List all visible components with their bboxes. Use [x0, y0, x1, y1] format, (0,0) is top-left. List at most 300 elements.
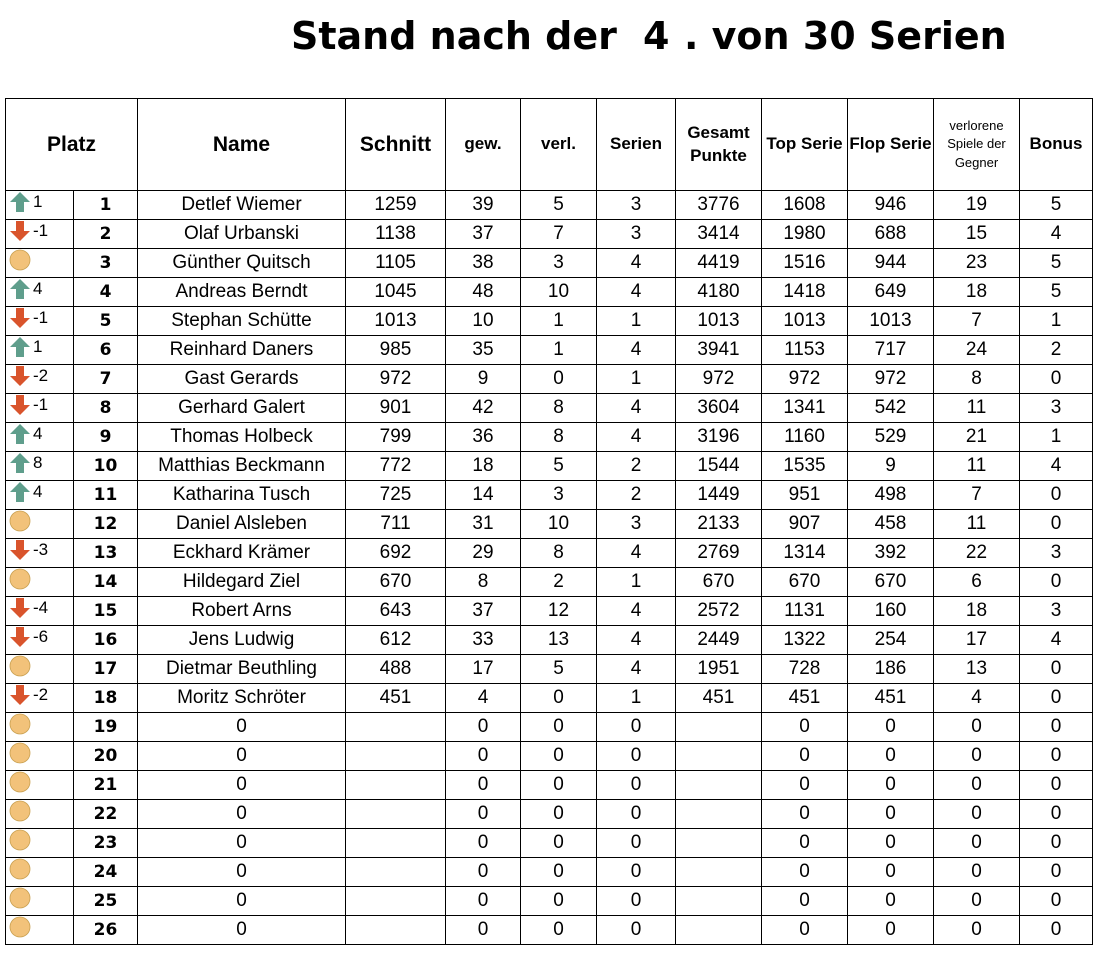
- serien-cell: 1: [597, 307, 676, 336]
- trend-cell: [6, 423, 74, 452]
- top-cell: 1535: [762, 452, 848, 481]
- gew-cell: 0: [446, 887, 521, 916]
- bonus-cell: 3: [1020, 597, 1093, 626]
- top-cell: 728: [762, 655, 848, 684]
- trend-cell: [6, 394, 74, 423]
- rank-change: -6: [33, 627, 49, 646]
- gew-cell: 42: [446, 394, 521, 423]
- gew-cell: 33: [446, 626, 521, 655]
- rank-cell: 18: [74, 684, 138, 713]
- schnitt-cell: [346, 713, 446, 742]
- bonus-cell: 0: [1020, 829, 1093, 858]
- name-cell: Olaf Urbanski: [138, 220, 346, 249]
- name-cell: Detlef Wiemer: [138, 191, 346, 220]
- verlorene-cell: 18: [934, 278, 1020, 307]
- bonus-cell: 1: [1020, 307, 1093, 336]
- rank-cell: 3: [74, 249, 138, 278]
- standings-body: [6, 191, 1093, 945]
- verl-cell: 0: [521, 684, 597, 713]
- serien-cell: 4: [597, 655, 676, 684]
- verlorene-cell: 11: [934, 510, 1020, 539]
- gew-cell: 0: [446, 916, 521, 945]
- flop-cell: 458: [848, 510, 934, 539]
- serien-cell: 0: [597, 887, 676, 916]
- table-row: [6, 597, 1093, 626]
- unchanged-circle-icon: [9, 510, 31, 532]
- trend-cell: [6, 452, 74, 481]
- arrow-up-icon: [9, 278, 31, 300]
- table-row: [6, 539, 1093, 568]
- table-row: [6, 771, 1093, 800]
- verlorene-cell: 0: [934, 771, 1020, 800]
- rank-cell: 12: [74, 510, 138, 539]
- flop-cell: 254: [848, 626, 934, 655]
- verl-cell: 0: [521, 742, 597, 771]
- verl-cell: 8: [521, 394, 597, 423]
- unchanged-circle-icon: [9, 800, 31, 822]
- rank-cell: 8: [74, 394, 138, 423]
- flop-cell: 9: [848, 452, 934, 481]
- bonus-cell: 0: [1020, 481, 1093, 510]
- verlorene-cell: 7: [934, 307, 1020, 336]
- gesamt-cell: 1013: [676, 307, 762, 336]
- flop-cell: 498: [848, 481, 934, 510]
- rank-cell: 24: [74, 858, 138, 887]
- verlorene-cell: 8: [934, 365, 1020, 394]
- rank-cell: 5: [74, 307, 138, 336]
- unchanged-circle-icon: [9, 742, 31, 764]
- table-row: [6, 800, 1093, 829]
- gew-cell: 39: [446, 191, 521, 220]
- flop-cell: 529: [848, 423, 934, 452]
- verl-cell: 12: [521, 597, 597, 626]
- title-series-number: 4: [643, 14, 670, 58]
- verlorene-cell: 23: [934, 249, 1020, 278]
- gesamt-cell: 3414: [676, 220, 762, 249]
- bonus-cell: 5: [1020, 249, 1093, 278]
- serien-cell: 0: [597, 858, 676, 887]
- verlorene-cell: 0: [934, 887, 1020, 916]
- gew-cell: 10: [446, 307, 521, 336]
- table-row: [6, 278, 1093, 307]
- trend-cell: [6, 481, 74, 510]
- serien-cell: 4: [597, 394, 676, 423]
- bonus-cell: 0: [1020, 713, 1093, 742]
- rank-cell: 13: [74, 539, 138, 568]
- name-cell: Robert Arns: [138, 597, 346, 626]
- serien-cell: 3: [597, 220, 676, 249]
- gesamt-cell: 3941: [676, 336, 762, 365]
- verlorene-cell: 11: [934, 394, 1020, 423]
- verlorene-cell: 19: [934, 191, 1020, 220]
- verlorene-cell: 0: [934, 713, 1020, 742]
- schnitt-cell: 901: [346, 394, 446, 423]
- flop-cell: 670: [848, 568, 934, 597]
- schnitt-cell: 711: [346, 510, 446, 539]
- table-row: [6, 365, 1093, 394]
- gew-cell: 0: [446, 858, 521, 887]
- schnitt-cell: 670: [346, 568, 446, 597]
- rank-change: -3: [33, 540, 49, 559]
- table-row: [6, 249, 1093, 278]
- trend-cell: [6, 742, 74, 771]
- rank-change: -2: [33, 366, 49, 385]
- gesamt-cell: 2133: [676, 510, 762, 539]
- rank-cell: 19: [74, 713, 138, 742]
- gesamt-cell: 4419: [676, 249, 762, 278]
- name-cell: Gast Gerards: [138, 365, 346, 394]
- top-cell: 1980: [762, 220, 848, 249]
- gesamt-cell: [676, 887, 762, 916]
- top-cell: 1418: [762, 278, 848, 307]
- arrow-down-icon: [9, 394, 31, 416]
- arrow-up-icon: [9, 423, 31, 445]
- gesamt-cell: 972: [676, 365, 762, 394]
- verlorene-cell: 0: [934, 916, 1020, 945]
- rank-change: -1: [33, 395, 49, 414]
- top-cell: 0: [762, 742, 848, 771]
- verlorene-cell: 11: [934, 452, 1020, 481]
- bonus-cell: 3: [1020, 394, 1093, 423]
- verlorene-cell: 7: [934, 481, 1020, 510]
- header-serien: Serien: [597, 99, 676, 191]
- verl-cell: 0: [521, 829, 597, 858]
- arrow-down-icon: [9, 539, 31, 561]
- name-cell: Gerhard Galert: [138, 394, 346, 423]
- gew-cell: 0: [446, 771, 521, 800]
- top-cell: 670: [762, 568, 848, 597]
- table-row: [6, 916, 1093, 945]
- bonus-cell: 0: [1020, 510, 1093, 539]
- top-cell: 0: [762, 800, 848, 829]
- header-bonus: Bonus: [1020, 99, 1093, 191]
- gew-cell: 35: [446, 336, 521, 365]
- table-row: [6, 307, 1093, 336]
- schnitt-cell: 799: [346, 423, 446, 452]
- rank-change: 4: [33, 279, 43, 298]
- name-cell: Andreas Berndt: [138, 278, 346, 307]
- unchanged-circle-icon: [9, 655, 31, 677]
- flop-cell: 972: [848, 365, 934, 394]
- trend-cell: [6, 510, 74, 539]
- flop-cell: 160: [848, 597, 934, 626]
- schnitt-cell: [346, 916, 446, 945]
- flop-cell: 0: [848, 713, 934, 742]
- gesamt-cell: [676, 858, 762, 887]
- flop-cell: 0: [848, 887, 934, 916]
- gesamt-cell: 1951: [676, 655, 762, 684]
- rank-change: 1: [33, 192, 43, 211]
- name-cell: Katharina Tusch: [138, 481, 346, 510]
- serien-cell: 4: [597, 278, 676, 307]
- top-cell: 951: [762, 481, 848, 510]
- flop-cell: 944: [848, 249, 934, 278]
- serien-cell: 3: [597, 191, 676, 220]
- rank-cell: 21: [74, 771, 138, 800]
- trend-cell: [6, 336, 74, 365]
- flop-cell: 392: [848, 539, 934, 568]
- trend-cell: [6, 365, 74, 394]
- serien-cell: 4: [597, 249, 676, 278]
- top-cell: 1160: [762, 423, 848, 452]
- name-cell: Daniel Alsleben: [138, 510, 346, 539]
- bonus-cell: 5: [1020, 278, 1093, 307]
- bonus-cell: 0: [1020, 916, 1093, 945]
- gesamt-cell: 4180: [676, 278, 762, 307]
- trend-cell: [6, 800, 74, 829]
- top-cell: 1153: [762, 336, 848, 365]
- schnitt-cell: [346, 742, 446, 771]
- standings-table: [5, 98, 1093, 945]
- serien-cell: 0: [597, 713, 676, 742]
- gew-cell: 38: [446, 249, 521, 278]
- unchanged-circle-icon: [9, 713, 31, 735]
- verl-cell: 3: [521, 249, 597, 278]
- bonus-cell: 4: [1020, 220, 1093, 249]
- arrow-down-icon: [9, 365, 31, 387]
- header-schnitt: Schnitt: [346, 99, 446, 191]
- name-cell: Stephan Schütte: [138, 307, 346, 336]
- name-cell: 0: [138, 858, 346, 887]
- gesamt-cell: [676, 916, 762, 945]
- flop-cell: 0: [848, 829, 934, 858]
- arrow-up-icon: [9, 481, 31, 503]
- table-row: [6, 858, 1093, 887]
- gew-cell: 8: [446, 568, 521, 597]
- table-row: [6, 684, 1093, 713]
- arrow-down-icon: [9, 626, 31, 648]
- header-flop-serie: Flop Serie: [848, 99, 934, 191]
- gew-cell: 9: [446, 365, 521, 394]
- title-prefix: Stand nach der: [291, 14, 617, 58]
- schnitt-cell: 1259: [346, 191, 446, 220]
- gew-cell: 4: [446, 684, 521, 713]
- rank-change: 4: [33, 424, 43, 443]
- header-verlorene-spiele: verlorene Spiele der Gegner: [934, 99, 1020, 191]
- top-cell: 1314: [762, 539, 848, 568]
- serien-cell: 4: [597, 539, 676, 568]
- verlorene-cell: 24: [934, 336, 1020, 365]
- top-cell: 1322: [762, 626, 848, 655]
- gesamt-cell: 1449: [676, 481, 762, 510]
- schnitt-cell: 985: [346, 336, 446, 365]
- gesamt-cell: 451: [676, 684, 762, 713]
- verl-cell: 13: [521, 626, 597, 655]
- table-row: [6, 452, 1093, 481]
- gesamt-cell: [676, 829, 762, 858]
- rank-change: 1: [33, 337, 43, 356]
- top-cell: 451: [762, 684, 848, 713]
- header-gesamt-punkte: Gesamt Punkte: [676, 99, 762, 191]
- name-cell: Dietmar Beuthling: [138, 655, 346, 684]
- schnitt-cell: 1013: [346, 307, 446, 336]
- table-row: [6, 423, 1093, 452]
- name-cell: 0: [138, 713, 346, 742]
- verl-cell: 2: [521, 568, 597, 597]
- gesamt-cell: [676, 771, 762, 800]
- serien-cell: 0: [597, 916, 676, 945]
- flop-cell: 0: [848, 800, 934, 829]
- gew-cell: 37: [446, 597, 521, 626]
- verlorene-cell: 0: [934, 858, 1020, 887]
- verl-cell: 8: [521, 539, 597, 568]
- verl-cell: 0: [521, 858, 597, 887]
- serien-cell: 4: [597, 423, 676, 452]
- schnitt-cell: [346, 800, 446, 829]
- rank-cell: 10: [74, 452, 138, 481]
- verlorene-cell: 6: [934, 568, 1020, 597]
- schnitt-cell: 451: [346, 684, 446, 713]
- arrow-up-icon: [9, 336, 31, 358]
- gew-cell: 18: [446, 452, 521, 481]
- gew-cell: 0: [446, 829, 521, 858]
- rank-cell: 20: [74, 742, 138, 771]
- trend-cell: [6, 858, 74, 887]
- trend-cell: [6, 568, 74, 597]
- name-cell: 0: [138, 742, 346, 771]
- bonus-cell: 0: [1020, 365, 1093, 394]
- serien-cell: 3: [597, 510, 676, 539]
- serien-cell: 0: [597, 800, 676, 829]
- unchanged-circle-icon: [9, 887, 31, 909]
- verlorene-cell: 15: [934, 220, 1020, 249]
- table-row: [6, 481, 1093, 510]
- verl-cell: 0: [521, 771, 597, 800]
- top-cell: 0: [762, 713, 848, 742]
- rank-change: 8: [33, 453, 43, 472]
- header-verl: verl.: [521, 99, 597, 191]
- gesamt-cell: 3604: [676, 394, 762, 423]
- verl-cell: 0: [521, 887, 597, 916]
- table-row: [6, 626, 1093, 655]
- schnitt-cell: [346, 887, 446, 916]
- verlorene-cell: 13: [934, 655, 1020, 684]
- top-cell: 1341: [762, 394, 848, 423]
- rank-cell: 23: [74, 829, 138, 858]
- table-row: [6, 336, 1093, 365]
- serien-cell: 1: [597, 684, 676, 713]
- flop-cell: 649: [848, 278, 934, 307]
- rank-cell: 16: [74, 626, 138, 655]
- verl-cell: 8: [521, 423, 597, 452]
- gew-cell: 29: [446, 539, 521, 568]
- name-cell: Matthias Beckmann: [138, 452, 346, 481]
- serien-cell: 0: [597, 742, 676, 771]
- schnitt-cell: 772: [346, 452, 446, 481]
- bonus-cell: 0: [1020, 684, 1093, 713]
- rank-cell: 2: [74, 220, 138, 249]
- trend-cell: [6, 713, 74, 742]
- gesamt-cell: 2769: [676, 539, 762, 568]
- flop-cell: 0: [848, 771, 934, 800]
- table-row: [6, 829, 1093, 858]
- rank-change: -1: [33, 308, 49, 327]
- serien-cell: 0: [597, 829, 676, 858]
- header-name: Name: [138, 99, 346, 191]
- flop-cell: 0: [848, 742, 934, 771]
- serien-cell: 4: [597, 597, 676, 626]
- gesamt-cell: 3776: [676, 191, 762, 220]
- rank-cell: 22: [74, 800, 138, 829]
- verlorene-cell: 0: [934, 800, 1020, 829]
- trend-cell: [6, 307, 74, 336]
- verlorene-cell: 22: [934, 539, 1020, 568]
- flop-cell: 717: [848, 336, 934, 365]
- serien-cell: 2: [597, 452, 676, 481]
- arrow-down-icon: [9, 307, 31, 329]
- rank-cell: 15: [74, 597, 138, 626]
- gew-cell: 31: [446, 510, 521, 539]
- name-cell: 0: [138, 887, 346, 916]
- schnitt-cell: 725: [346, 481, 446, 510]
- name-cell: 0: [138, 800, 346, 829]
- verlorene-cell: 17: [934, 626, 1020, 655]
- name-cell: Eckhard Krämer: [138, 539, 346, 568]
- schnitt-cell: 1105: [346, 249, 446, 278]
- schnitt-cell: 692: [346, 539, 446, 568]
- bonus-cell: 0: [1020, 800, 1093, 829]
- flop-cell: 1013: [848, 307, 934, 336]
- gew-cell: 0: [446, 742, 521, 771]
- bonus-cell: 3: [1020, 539, 1093, 568]
- verl-cell: 3: [521, 481, 597, 510]
- verlorene-cell: 18: [934, 597, 1020, 626]
- bonus-cell: 0: [1020, 858, 1093, 887]
- gesamt-cell: 3196: [676, 423, 762, 452]
- bonus-cell: 4: [1020, 452, 1093, 481]
- gew-cell: 0: [446, 800, 521, 829]
- trend-cell: [6, 191, 74, 220]
- gesamt-cell: 670: [676, 568, 762, 597]
- rank-change: -2: [33, 685, 49, 704]
- gesamt-cell: 2449: [676, 626, 762, 655]
- unchanged-circle-icon: [9, 771, 31, 793]
- flop-cell: 688: [848, 220, 934, 249]
- verl-cell: 10: [521, 510, 597, 539]
- verl-cell: 5: [521, 655, 597, 684]
- name-cell: Hildegard Ziel: [138, 568, 346, 597]
- top-cell: 1516: [762, 249, 848, 278]
- top-cell: 0: [762, 771, 848, 800]
- trend-cell: [6, 887, 74, 916]
- schnitt-cell: 643: [346, 597, 446, 626]
- top-cell: 0: [762, 829, 848, 858]
- verl-cell: 1: [521, 336, 597, 365]
- name-cell: Günther Quitsch: [138, 249, 346, 278]
- name-cell: Thomas Holbeck: [138, 423, 346, 452]
- gew-cell: 37: [446, 220, 521, 249]
- unchanged-circle-icon: [9, 249, 31, 271]
- trend-cell: [6, 539, 74, 568]
- arrow-down-icon: [9, 220, 31, 242]
- bonus-cell: 0: [1020, 568, 1093, 597]
- rank-cell: 11: [74, 481, 138, 510]
- verl-cell: 5: [521, 191, 597, 220]
- bonus-cell: 0: [1020, 771, 1093, 800]
- verlorene-cell: 21: [934, 423, 1020, 452]
- name-cell: Moritz Schröter: [138, 684, 346, 713]
- rank-cell: 17: [74, 655, 138, 684]
- rank-change: 4: [33, 482, 43, 501]
- verl-cell: 0: [521, 713, 597, 742]
- table-row: [6, 220, 1093, 249]
- gew-cell: 0: [446, 713, 521, 742]
- serien-cell: 0: [597, 771, 676, 800]
- schnitt-cell: 612: [346, 626, 446, 655]
- name-cell: 0: [138, 829, 346, 858]
- bonus-cell: 5: [1020, 191, 1093, 220]
- rank-cell: 7: [74, 365, 138, 394]
